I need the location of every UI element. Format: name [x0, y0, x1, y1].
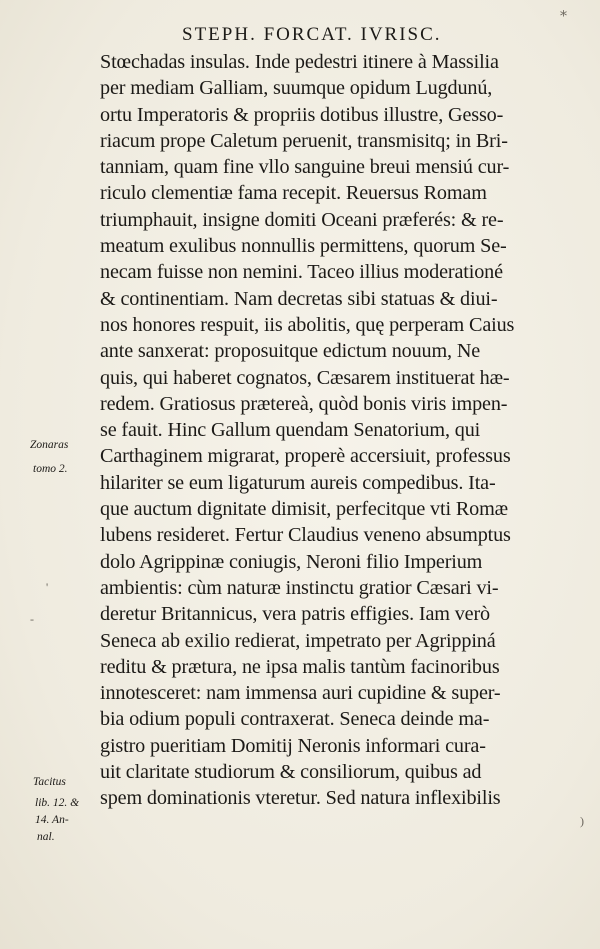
- side-note-zonaras-author: Zonaras: [30, 439, 69, 451]
- text-line: innotesceret: nam immensa auri cupidine & super-: [100, 682, 501, 705]
- text-line: quis, qui haberet cognatos, Cæsarem instituerat hæ-: [100, 366, 510, 389]
- text-line: bia odium populi contraxerat. Seneca deinde ma-: [100, 708, 490, 731]
- text-line: per mediam Galliam, suumque opidum Lugdunú,: [100, 77, 493, 100]
- text-line: hilariter se eum ligaturum aureis compedibus. Ita-: [100, 471, 496, 494]
- margin-dash: -: [30, 612, 34, 626]
- side-note-tacitus-ref: 14. An-: [35, 814, 69, 826]
- text-line: deretur Britannicus, vera patris effigies. Iam verò: [100, 603, 490, 626]
- text-line: gistro pueritiam Domitij Neronis informari cura-: [100, 734, 486, 757]
- text-line: tanniam, quam fine vllo sanguine breui mensiú cur-: [100, 156, 510, 179]
- text-line: Stœchadas insulas. Inde pedestri itinere à Massilia: [100, 51, 499, 73]
- text-line: ortu Imperatoris & propriis dotibus illustre, Gesso-: [100, 103, 504, 126]
- text-line: que auctum dignitate dimisit, perfecitque vti Romæ: [100, 498, 508, 521]
- body-text: [100, 49, 570, 812]
- text-line: lubens resideret. Fertur Claudius veneno absumptus: [100, 524, 511, 547]
- text-line: Carthaginem migrarat, properè accersiuit, professus: [100, 445, 511, 468]
- text-line: redem. Gratiosus prætereà, quòd bonis viris impen-: [100, 392, 508, 415]
- text-line: nos honores respuit, iis abolitis, quę perperam Caius: [100, 313, 515, 336]
- text-line: Seneca ab exilio redierat, impetrato per Agrippiná: [100, 629, 496, 652]
- text-line: riacum prope Caletum peruenit, transmisitq; in Bri-: [100, 129, 508, 152]
- side-note-tacitus-book: lib. 12. &: [35, 797, 80, 809]
- text-line: spem dominationis vteretur. Sed natura inflexibilis: [100, 787, 501, 810]
- text-line: meatum exulibus nonnullis permittens, quorum Se-: [100, 235, 507, 258]
- text-line: riculo clementiæ fama recepit. Reuersus Romam: [100, 182, 487, 205]
- text-line: & continentiam. Nam decretas sibi statuas & diui-: [100, 287, 498, 310]
- running-head: STEPH. FORCAT. IVRISC.: [182, 24, 442, 45]
- text-line: ambientis: cùm naturæ instinctu gratior Cæsari vi-: [100, 576, 499, 599]
- margin-tick: ': [46, 580, 49, 594]
- text-line: se fauit. Hinc Gallum quendam Senatorium, qui: [100, 419, 481, 442]
- side-note-tacitus-author: Tacitus: [33, 776, 66, 788]
- side-note-zonaras-volume: tomo 2.: [33, 463, 68, 475]
- text-line: necam fuisse non nemini. Taceo illius moderationé: [100, 261, 503, 284]
- side-note-tacitus-annal: nal.: [37, 831, 55, 843]
- corner-mark: ⁎: [560, 5, 567, 20]
- text-line: ante sanxerat: proposuitque edictum nouum, Ne: [100, 340, 481, 363]
- text-line: triumphauit, insigne domiti Oceani præferés: & re-: [100, 208, 504, 231]
- text-line: uit claritate studiorum & consiliorum, quibus ad: [100, 761, 482, 784]
- margin-bracket: ): [580, 814, 584, 828]
- text-line: dolo Agrippinæ coniugis, Neroni filio Imperium: [100, 550, 483, 573]
- text-line: reditu & prætura, ne ipsa malis tantùm facinoribus: [100, 655, 500, 678]
